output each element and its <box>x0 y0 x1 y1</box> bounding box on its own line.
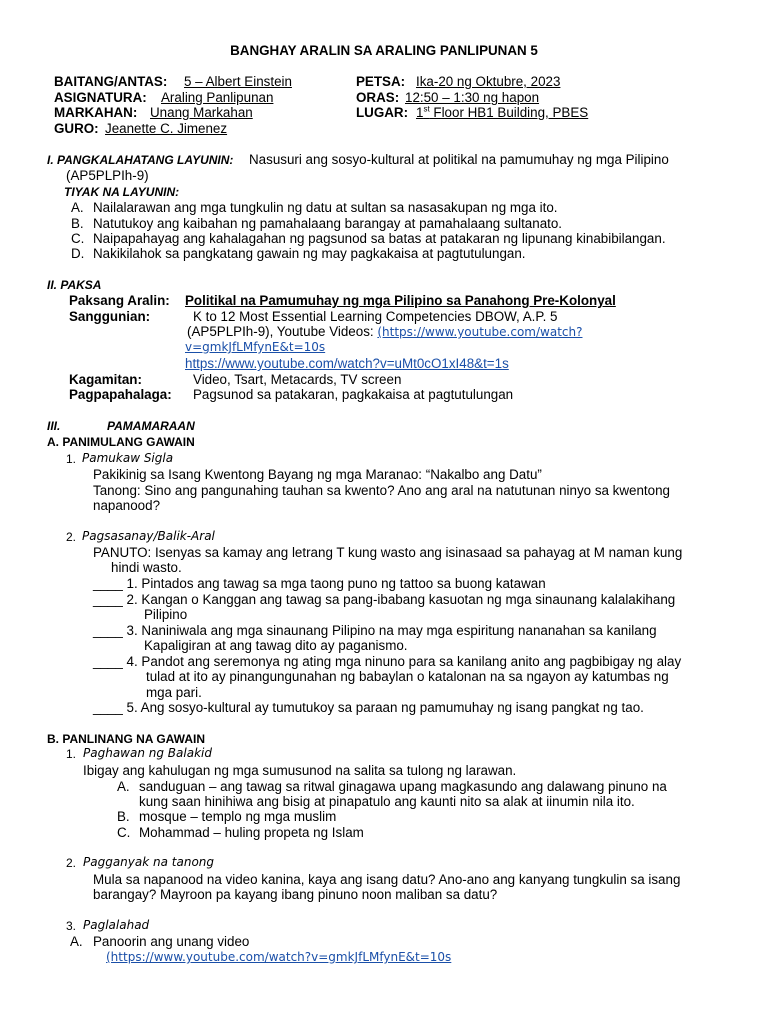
video-link-1[interactable]: (https://www.youtube.com/watch? <box>377 325 583 339</box>
item-number: 1. <box>66 452 77 466</box>
section1-text-line1: Nasusuri ang sosyo-kultural at politikal na pamumuhay ng mga Pilipino <box>249 152 669 167</box>
pagganyak-line: Mula sa napanood na video kanina, kaya ang isang datu? Ano-ano ang kanyang tungkulin sa isang <box>93 872 681 887</box>
oras-label: ORAS: <box>356 90 400 105</box>
petsa-value: Ika-20 ng Oktubre, 2023 <box>416 74 561 89</box>
quiz-item-continued: tulad at ito ay pinangungunahan ng babaylan o katalonan na sa ngayon ay katumbas ng <box>146 669 669 684</box>
objective-letter: C. <box>71 231 85 246</box>
objective-letter: D. <box>71 246 85 261</box>
guro-label: GURO: <box>54 121 99 136</box>
panlinang-gawain-heading: B. PANLINANG NA GAWAIN <box>47 732 205 746</box>
objective-letter: B. <box>71 216 84 231</box>
vocab-text: sanduguan – ang tawag sa ritwal ginagawa upang magkasundo ang dalawang pinuno na <box>139 779 667 794</box>
objective-letter: A. <box>71 200 84 215</box>
quiz-item: ____ 4. Pandot ang seremonya ng ating mga ninuno para sa kanilang anito ang pagbibigay ng alay <box>93 654 682 669</box>
video-link-2[interactable]: https://www.youtube.com/watch?v=uMt0cO1xI48&t=1s <box>185 356 509 371</box>
kagamitan-value: Video, Tsart, Metacards, TV screen <box>193 372 402 387</box>
panuto-line: hindi wasto. <box>111 560 182 575</box>
paglalahad-letter: A. <box>70 934 83 949</box>
lugar-label: LUGAR: <box>356 105 409 120</box>
page-title: BANGHAY ARALIN SA ARALING PANLIPUNAN 5 <box>230 43 538 58</box>
vocab-letter: B. <box>117 809 130 824</box>
pagganyak-line: barangay? Mayroon pa kayang ibang pinuno noon maliban sa datu? <box>93 887 498 902</box>
sanggunian-label: Sanggunian: <box>69 309 151 324</box>
paksa-label: Paksang Aralin: <box>69 293 170 308</box>
pamukaw-line: napanood? <box>93 498 161 513</box>
video-link-1-continued[interactable]: v=gmkJfLMfynE&t=10s <box>185 340 326 354</box>
objective-text: Natutukoy ang kaibahan ng pamahalaang barangay at pamahalaang sultanato. <box>93 216 563 231</box>
objective-text: Naipapahayag ang kahalagahan ng pagsunod sa batas at patakaran ng lipunang kinabibilangan. <box>93 231 666 246</box>
markahan-value: Unang Markahan <box>150 105 253 120</box>
paglalahad-title: Paglalahad <box>83 918 150 932</box>
tiyak-heading: TIYAK NA LAYUNIN: <box>64 185 180 199</box>
paghawan-intro: Ibigay ang kahulugan ng mga sumusunod na salita sa tulong ng larawan. <box>83 763 517 778</box>
petsa-label: PETSA: <box>356 74 406 89</box>
baitang-value: 5 – Albert Einstein <box>184 74 292 89</box>
kagamitan-label: Kagamitan: <box>69 372 142 387</box>
vocab-letter: A. <box>117 779 130 794</box>
sanggunian-line1: K to 12 Most Essential Learning Competencies DBOW, A.P. 5 <box>193 309 558 324</box>
paghawan-title: Paghawan ng Balakid <box>83 746 212 760</box>
section2-heading: II. PAKSA <box>47 278 102 292</box>
markahan-label: MARKAHAN: <box>54 105 138 120</box>
sanggunian-line2: (AP5PLPIh-9), Youtube Videos: (https://www.youtube.com/watch? <box>187 324 583 339</box>
quiz-item: ____ 1. Pintados ang tawag sa mga taong puno ng tattoo sa buong katawan <box>93 576 546 591</box>
section1-heading: I. PANGKALAHATANG LAYUNIN: <box>47 153 234 167</box>
pagsasanay-title: Pagsasanay/Balik-Aral <box>82 529 215 543</box>
panuto-line: PANUTO: Isenyas sa kamay ang letrang T kung wasto ang isinasaad sa pahayag at M naman kung <box>93 545 683 560</box>
pamukaw-sigla-title: Pamukaw Sigla <box>82 451 174 465</box>
lugar-value: 1st Floor HB1 Building, PBES <box>416 104 589 120</box>
pagganyak-title: Pagganyak na tanong <box>83 855 215 869</box>
pamukaw-line: Pakikinig sa Isang Kwentong Bayang ng mga Maranao: “Nakalbo ang Datu” <box>93 467 542 482</box>
oras-value: 12:50 – 1:30 ng hapon <box>405 90 540 105</box>
paksa-value: Politikal na Pamumuhay ng mga Pilipino sa Panahong Pre-Kolonyal <box>185 293 616 308</box>
quiz-item: ____ 2. Kangan o Kanggan ang tawag sa pang-ibabang kasuotan ng mga sinaunang kalalakihang <box>93 592 676 607</box>
item-number: 2. <box>66 530 77 544</box>
paglalahad-text: Panoorin ang unang video <box>93 934 250 949</box>
pagpapahalaga-label: Pagpapahalaga: <box>69 387 172 402</box>
guro-value: Jeanette C. Jimenez <box>105 121 228 136</box>
pagpapahalaga-value: Pagsunod sa patakaran, pagkakaisa at pagtutulungan <box>193 387 514 402</box>
objective-text: Nailalarawan ang mga tungkulin ng datu at sultan sa nasasakupan ng mga ito. <box>93 200 558 215</box>
asignatura-label: ASIGNATURA: <box>54 90 147 105</box>
quiz-item: ____ 5. Ang sosyo-kultural ay tumutukoy sa paraan ng pamumuhay ng isang pangkat ng tao. <box>93 700 644 715</box>
vocab-letter: C. <box>117 825 131 840</box>
quiz-item-continued: Kapaligiran at ang tawag dito ay paganismo. <box>144 638 408 653</box>
quiz-item: ____ 3. Naniniwala ang mga sinaunang Pilipino na may mga espiritung nananahan sa kanilang <box>93 623 657 638</box>
vocab-text: mosque – templo ng mga muslim <box>139 809 337 824</box>
quiz-item-continued: Pilipino <box>144 607 188 622</box>
item-number: 2. <box>66 856 77 870</box>
item-number: 3. <box>66 919 77 933</box>
asignatura-value: Araling Panlipunan <box>161 90 274 105</box>
pamukaw-line: Tanong: Sino ang pangunahing tauhan sa kwento? Ano ang aral na natutunan ninyo sa kwentong <box>93 483 670 498</box>
objective-text: Nakikilahok sa pangkatang gawain ng may pagkakaisa at pagtutulungan. <box>93 246 526 261</box>
vocab-text-continued: kung saan hinihiwa ang bisig at pinapatulo ang kaunti nito sa alak at iinumin nila ito. <box>139 794 635 809</box>
vocab-text: Mohammad – huling propeta ng Islam <box>139 825 364 840</box>
section3-heading: PAMAMARAAN <box>107 419 195 433</box>
panimulang-gawain-heading: A. PANIMULANG GAWAIN <box>47 435 195 449</box>
baitang-label: BAITANG/ANTAS: <box>54 74 168 89</box>
quiz-item-continued: mga pari. <box>146 685 202 700</box>
section1-text-line2: (AP5PLPIh-9) <box>66 168 149 183</box>
section3-number: III. <box>47 419 61 433</box>
video-link-3[interactable]: (https://www.youtube.com/watch?v=gmkJfLMfynE&t=10s <box>106 950 452 964</box>
item-number: 1. <box>66 747 77 761</box>
